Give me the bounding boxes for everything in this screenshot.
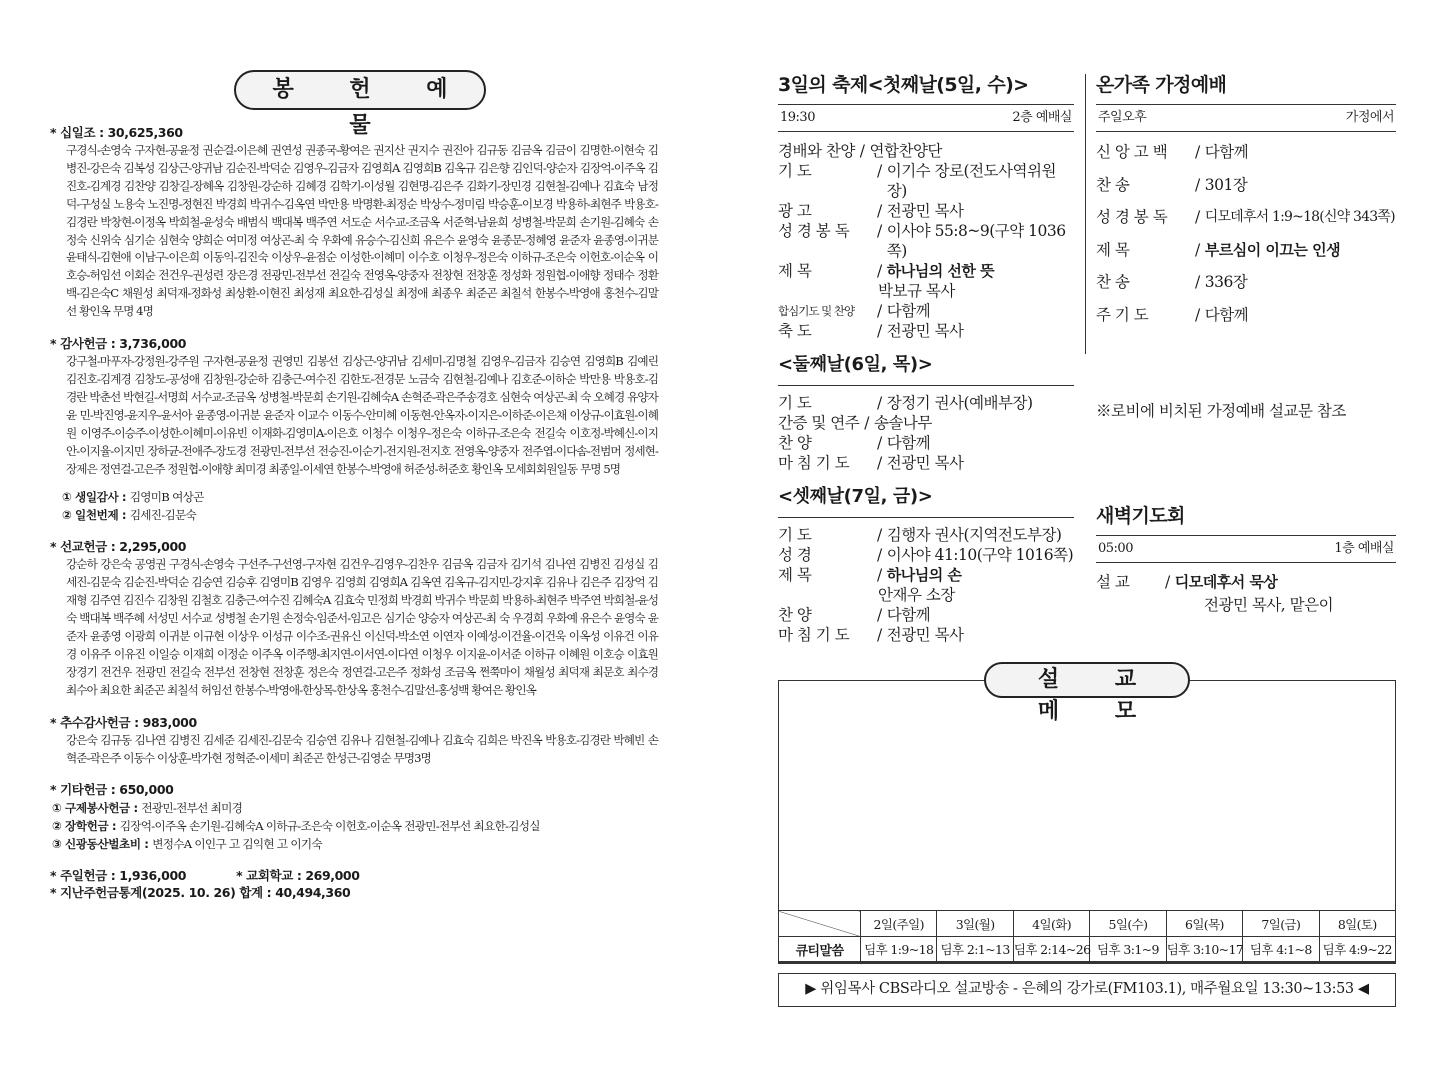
festival-meta — [778, 104, 1074, 132]
day2-row-closing: 마 침 기 도 / 전광민 목사 — [778, 454, 964, 472]
family-hymn1-label: 찬 송 — [1096, 175, 1130, 194]
day1-scripture-value: 이사야 55:8~9(구약 1036쪽) — [886, 222, 1066, 260]
family-row-confession: 신 앙 고 백 / 다함께 — [1096, 136, 1396, 169]
day1-row-scripture: 성 경 봉 독 / 이사야 55:8~9(구약 1036쪽) — [778, 221, 1074, 261]
day2-row-praise: 찬 양 / 다함께 — [778, 434, 931, 452]
relief-value: 전광민-전부선 최미경 — [141, 801, 243, 816]
day1-praise-label: 경배와 찬양 — [778, 142, 855, 160]
day1-benediction-value: 전광민 목사 — [886, 322, 964, 340]
day3-praise-value: 다함께 — [886, 606, 931, 624]
family-confession-label: 신 앙 고 백 — [1096, 143, 1168, 161]
qt-day-7: 8일(토) — [1319, 911, 1395, 937]
qt-passage-3: 딤후 2:14~26 — [1013, 937, 1089, 963]
family-scripture-label: 성 경 봉 독 — [1096, 208, 1168, 226]
day3-title: <셋째날(7일, 금)> — [778, 486, 933, 507]
family-hymn2-label: 찬 송 — [1096, 273, 1130, 291]
onethousand-label: ② 일천번제 : — [62, 508, 127, 523]
family-lords-prayer-value: 다함께 — [1204, 305, 1249, 324]
scholarship-value: 김장억-이주옥 손기원-김혜숙A 이하규-조은숙 이헌호-이순옥 전광민-전부선 최요한-김성실 — [119, 819, 540, 834]
dawn-sermon-row: 설 교 / 디모데후서 묵상 — [1096, 570, 1396, 594]
day3-row-prayer: 기 도 / 김행자 권사(지역전도부장) — [778, 526, 1062, 544]
dawn-sermon-text: 디모데후서 묵상 — [1174, 573, 1278, 591]
family-row-hymn1: 찬 송 / 301장 — [1096, 169, 1396, 202]
sunday-offering: * 주일헌금 : 1,936,000 — [50, 868, 187, 884]
dawn-sermon-label: 설 교 — [1096, 573, 1130, 591]
day3-closing-value: 전광민 목사 — [886, 626, 964, 644]
qt-day-4: 5일(수) — [1090, 911, 1166, 937]
day3-prayer-label: 기 도 — [778, 526, 812, 544]
dawn-preacher: 전광민 목사, 맡은이 — [1204, 596, 1334, 614]
qt-passage-6: 딤후 4:1~8 — [1243, 937, 1319, 963]
sermon-memo-title: 설 교 메 모 — [984, 662, 1190, 698]
day3-prayer-value: 김행자 권사(지역전도부장) — [886, 526, 1062, 544]
day2-praise-value: 다함께 — [886, 434, 931, 452]
dawn-title: 새벽기도회 — [1096, 505, 1185, 527]
family-row-hymn2: 찬 송 / 336장 — [1096, 266, 1396, 299]
day1-sermon-title: 하나님의 선한 뜻 — [886, 262, 995, 280]
day2-praise-label: 찬 양 — [778, 434, 812, 452]
family-sermon-label: 제 목 — [1096, 240, 1130, 259]
family-place: 가정에서 — [1345, 110, 1394, 125]
qt-table — [778, 910, 1396, 964]
tithe-section — [50, 124, 658, 321]
family-confession-value: 다함께 — [1204, 143, 1249, 161]
family-worship-section — [1096, 72, 1396, 421]
birthday-value: 김영미B 여상곤 — [129, 490, 204, 505]
onethousand-value: 김세진-김문숙 — [129, 508, 197, 523]
day1-row-prayer: 기 도 / 이기수 장로(전도사역위원장) — [778, 161, 1074, 201]
totals-row — [50, 867, 658, 884]
family-title: 온가족 가정예배 — [1096, 74, 1227, 96]
qt-label: 큐티말씀 — [779, 937, 861, 963]
day1-praise-value: 연합찬양단 — [869, 142, 942, 160]
day2-prayer-label: 기 도 — [778, 394, 812, 412]
day1-sermon-label: 제 목 — [778, 262, 812, 280]
family-note: ※로비에 비치된 가정예배 설교문 참조 — [1096, 402, 1346, 420]
birthday-row — [62, 488, 658, 506]
offering-title: 봉 헌 예 물 — [234, 70, 486, 110]
qt-passage-4: 딤후 3:1~9 — [1090, 937, 1166, 963]
day3-sermon-title: 하나님의 손 — [886, 566, 962, 584]
family-hymn2-value: 336장 — [1204, 273, 1248, 291]
day2-testimony-value: 송솔나무 — [873, 414, 932, 432]
day1-row-praise: 경배와 찬양 / 연합찬양단 — [778, 142, 942, 160]
qt-passage-2: 딤후 2:1~13 — [937, 937, 1013, 963]
day2-prayer-value: 장정기 권사(예배부장) — [886, 394, 1033, 412]
qt-day-1: 2일(주일) — [861, 911, 937, 937]
family-scripture-value: 디모데후서 1:9~18(신약 343쪽) — [1204, 209, 1395, 225]
qt-day-6: 7일(금) — [1243, 911, 1319, 937]
qt-day-row — [779, 911, 1396, 937]
family-row-scripture: 성 경 봉 독 / 디모데후서 1:9~18(신약 343쪽) — [1096, 201, 1396, 234]
day1-prayer-value: 이기수 장로(전도사역위원장) — [886, 162, 1056, 200]
harvest-section — [50, 714, 658, 768]
day3-scripture-value: 이사야 41:10(구약 1016쪽) — [886, 546, 1074, 564]
family-row-lords-prayer: 주 기 도 / 다함께 — [1096, 299, 1396, 332]
mowing-value: 변정수A 이인구 고 김익현 고 이기숙 — [152, 837, 322, 852]
family-sermon-title: 부르심이 이끄는 인생 — [1204, 240, 1341, 259]
mowing-label: ③ 신광동산벌초비 : — [52, 837, 149, 852]
qt-day-3: 4일(화) — [1013, 911, 1089, 937]
festival-section — [778, 72, 1074, 645]
day3-sermon-label: 제 목 — [778, 566, 812, 584]
festival-place: 2층 예배실 — [1012, 110, 1072, 125]
qt-passage-7: 딤후 4:9~22 — [1319, 937, 1395, 963]
birthday-label: ① 생일감사 : — [62, 490, 127, 505]
thanks-names: 강구철-마푸자-강정원-강주원 구자현-공윤정 권영민 김봉선 김상근-양귀남 김세미-김명철 김영우-김금자 김승연 김영희B 김예린 김진호-김계경 김창도-공성애 김창원-강순하 김충근-여수진 김한도-전경문 노금숙 김현철-김예나 김호준-이하순 박만용 박용호-김경란 박춘선 박현길-서명희 서수교-조금옥 성병철-박문희 손기원-김혜숙A 손혁준-곽은주송경호 심현숙 여상곤-최 숙 오혜경 유양자 윤 민-박진영-윤지우-윤서아 윤종영-이귀분 윤준자 이교수 이동수-안미혜 이동현-안옥자-이지은-이하준-이은채 이상규-이효원-이혜원 이영주-이승주-이성한-이혜미-이유빈 이재화-김영미A-이은호 이청수 이청우-정은숙 이하규-조은숙 전길숙 이호정-박혜신-이지안-이지율-이지민 장하균-전애주-장도경 전광민-전부선 전승진-이순기-전지원-전지호 전영옥-양중자 전주엽-이다솜-전범머 정세현-장제은 정연걸-고은주 정원협-이애향 최미경 최종일-이세연 한봉수-박영애 허준성-허준호 황인옥 모세회회원일동 무명 5명 — [66, 354, 658, 476]
day3-scripture-label: 성 경 — [778, 546, 812, 564]
tithe-names: 구경식-손영숙 구자현-공윤정 권순걸-이은혜 권연성 권종국-황여은 권지산 권지수 권진아 김규동 김금옥 김금이 김명한-이현숙 김병진-강은숙 김복성 김상근-양귀남 김순진-박덕순 김영우-김금자 김영희A 김영희B 김옥규 김은향 김인덕-양순자 김장억-이주옥 김진호-김계경 김찬양 김창길-장혜옥 김창원-강순하 김혜경 김학기-이성월 김현명-김은주 김화기-장민경 김현철-김예나 김효숙 남정덕-구성실 노용숙 노진명-정현진 박경희 박귀수-김옥연 박만용 박명환-최정순 박상수-정미림 박승훈-이보경 박용하-최현주 박용호-김경란 박창현-이정옥 박희철-윤성숙 배범식 백대복 백주연 서도순 서수교-조금옥 서준혁-남윤희 성병철-박문희 손기원-김혜숙 손정숙 신위숙 심기순 심현숙 양희순 여미정 여상곤-최 숙 우화예 유승수-김신희 유은수 윤영숙 윤종문-정혜영 윤준자 윤종영-이귀분 윤태식-김현애 이남구-이은희 이동익-김진숙 이상우-윤점순 이성한-이혜미 이수호 이청우-정은숙 이하규-조은숙 이헌호-이순옥 이호승-허임선 이회순 전건우-권성련 장은경 전광민-전부선 전길숙 전영옥-양중자 전창현 전창훈 정성화 정원협-이애향 정태수 정환백-김은숙C 채원성 최덕재-정화성 최상환-이현진 최성재 최요한-김성실 최정애 최종우 최준곤 최칠석 한봉수-박영애 홍천수-김말선 황인옥 무명 4명 — [66, 143, 658, 319]
festival-time: 19:30 — [780, 110, 815, 125]
family-lords-prayer-label: 주 기 도 — [1096, 305, 1149, 324]
family-time: 주일오후 — [1098, 110, 1147, 125]
mission-names: 강순하 강은숙 공영권 구경식-손영숙 구선주-구선영-구자현 김건우-김영우-김찬우 김금옥 김금자 김기석 김나연 김병진 김성실 김세진-김문숙 김순진-박덕순 김승연 김승후 김영미B 김영우 김영희 김영희A 김옥연 김옥규-김지민-강지후 김유나 김은주 김장억 김재형 김주연 김진수 김창원 김철호 김충근-여수진 김혜숙A 김효숙 민정희 박경희 박귀수 박문희 박용하-최현주 박주연 박희철-윤성숙 백대복 백주혜 서성민 서수교 성병철 손기원 손정숙-임준서-임고은 심기순 양승자 여상곤-최 숙 우경희 우화예 유은수 윤영숙 윤준자 윤종영 이광희 이귀분 이규현 이상우 이성규 이수조-권유신 이신덕-박소연 이연자 이예성-이건율-이건욱 이옥성 이유건 이유경 이유주 이유진 이일승 이재희 이정순 이주옥 이주행-최지연-이서연-이다연 이청우 이지윤-이서준 이하규 이혜원 이호승 이효원 장경기 전건우 전광민 전길숙 전부선 전창현 전창훈 정은숙 정연걸-고은주 정화성 조금옥 쩐쭉마이 채월성 최덕재 최문호 최수경 최수아 최요한 최준곤 최칠석 허임선 한봉수-박영애-한상목-한상옥 홍천수-김말선-홍성백 황여은 황인옥 — [66, 557, 658, 697]
day3-preacher: 안재우 소장 — [878, 586, 955, 604]
scholarship-label: ② 장학헌금 : — [52, 819, 117, 834]
other-section — [50, 781, 658, 853]
day1-prayer-label: 기 도 — [778, 162, 812, 180]
other-list — [50, 799, 658, 853]
qt-day-5: 6일(목) — [1166, 911, 1242, 937]
other-heading: * 기타헌금 : 650,000 — [50, 782, 174, 798]
day1-benediction-label: 축 도 — [778, 322, 812, 340]
school-offering: * 교회학교 : 269,000 — [236, 868, 360, 884]
day1-row-notice: 광 고 / 전광민 목사 — [778, 202, 964, 220]
thanks-heading: * 감사헌금 : 3,736,000 — [50, 336, 187, 352]
family-hymn1-value: 301장 — [1204, 175, 1248, 194]
day1-joint-prayer-label: 합심기도 및 찬양 — [778, 304, 855, 318]
day2-testimony-label: 간증 및 연주 — [778, 414, 860, 432]
relief-row — [52, 799, 658, 817]
radio-broadcast-banner: ▶ 위임목사 CBS라디오 설교방송 - 은혜의 강가로(FM103.1), 매주월요일 13:30~13:53 ◀ — [778, 973, 1396, 1007]
day1-row-benediction: 축 도 / 전광민 목사 — [778, 322, 964, 340]
day3-praise-label: 찬 양 — [778, 606, 812, 624]
day2-row-prayer: 기 도 / 장정기 권사(예배부장) — [778, 394, 1033, 412]
day1-scripture-label: 성 경 봉 독 — [778, 222, 850, 240]
qt-day-2: 3일(월) — [937, 911, 1013, 937]
day2-title: <둘째날(6일, 목)> — [778, 354, 933, 375]
dawn-prayer-section — [1096, 503, 1396, 616]
dawn-meta — [1096, 535, 1396, 563]
scholarship-row — [52, 817, 658, 835]
day3-row-closing: 마 침 기 도 / 전광민 목사 — [778, 626, 964, 644]
qt-passage-row — [779, 937, 1396, 963]
onethousand-row — [62, 506, 658, 524]
day1-notice-label: 광 고 — [778, 202, 812, 220]
relief-label: ① 구제봉사헌금 : — [52, 801, 138, 816]
thanks-section — [50, 335, 658, 524]
harvest-names: 강은숙 김규동 김나연 김병진 김세준 김세진-김문숙 김승연 김유나 김현철-김예나 김효숙 김희은 박진옥 박용호-김경란 박혜빈 손혁준-곽은주 이동수 이상훈-박가현 정혁준-이세미 최준곤 한성근-김영순 무명3명 — [66, 732, 658, 765]
day1-row-sermon: 제 목 / 하나님의 선한 뜻 — [778, 262, 995, 280]
column-divider — [1085, 74, 1086, 354]
qt-passage-1: 딤후 1:9~18 — [861, 937, 937, 963]
day1-row-joint-prayer: 합심기도 및 찬양 / 다함께 — [778, 302, 931, 320]
day3-row-praise: 찬 양 / 다함께 — [778, 606, 931, 624]
day2-closing-label: 마 침 기 도 — [778, 454, 850, 472]
festival-title: 3일의 축제<첫째날(5일, 수)> — [778, 74, 1029, 96]
mission-heading: * 선교헌금 : 2,295,000 — [50, 539, 187, 555]
day3-row-sermon: 제 목 / 하나님의 손 — [778, 566, 962, 584]
day2-closing-value: 전광민 목사 — [886, 454, 964, 472]
thanks-sublist — [50, 488, 658, 524]
offering-section — [50, 70, 658, 901]
totals — [50, 867, 658, 901]
harvest-heading: * 추수감사헌금 : 983,000 — [50, 714, 197, 730]
qt-corner-cell — [779, 911, 861, 937]
tithe-heading: * 십일조 : 30,625,360 — [50, 125, 183, 140]
day2-row-testimony: 간증 및 연주 / 송솔나무 — [778, 414, 932, 432]
mission-section — [50, 538, 658, 699]
day3-closing-label: 마 침 기 도 — [778, 626, 850, 644]
day1-notice-value: 전광민 목사 — [886, 202, 964, 220]
family-row-sermon: 제 목 / 부르심이 이끄는 인생 — [1096, 234, 1396, 267]
dawn-place: 1층 예배실 — [1334, 541, 1394, 556]
day1-preacher: 박보규 목사 — [878, 282, 955, 300]
qt-passage-5: 딤후 3:10~17 — [1166, 937, 1242, 963]
day1-joint-prayer-value: 다함께 — [886, 302, 931, 320]
mowing-row — [52, 835, 658, 853]
family-meta — [1096, 104, 1396, 132]
dawn-time: 05:00 — [1098, 541, 1133, 556]
day2-rule — [778, 385, 1074, 386]
day3-row-scripture: 성 경 / 이사야 41:10(구약 1016쪽) — [778, 546, 1074, 564]
last-week-total: * 지난주헌금통계(2025. 10. 26) 합계 : 40,494,360 — [50, 885, 351, 901]
day3-rule — [778, 517, 1074, 518]
